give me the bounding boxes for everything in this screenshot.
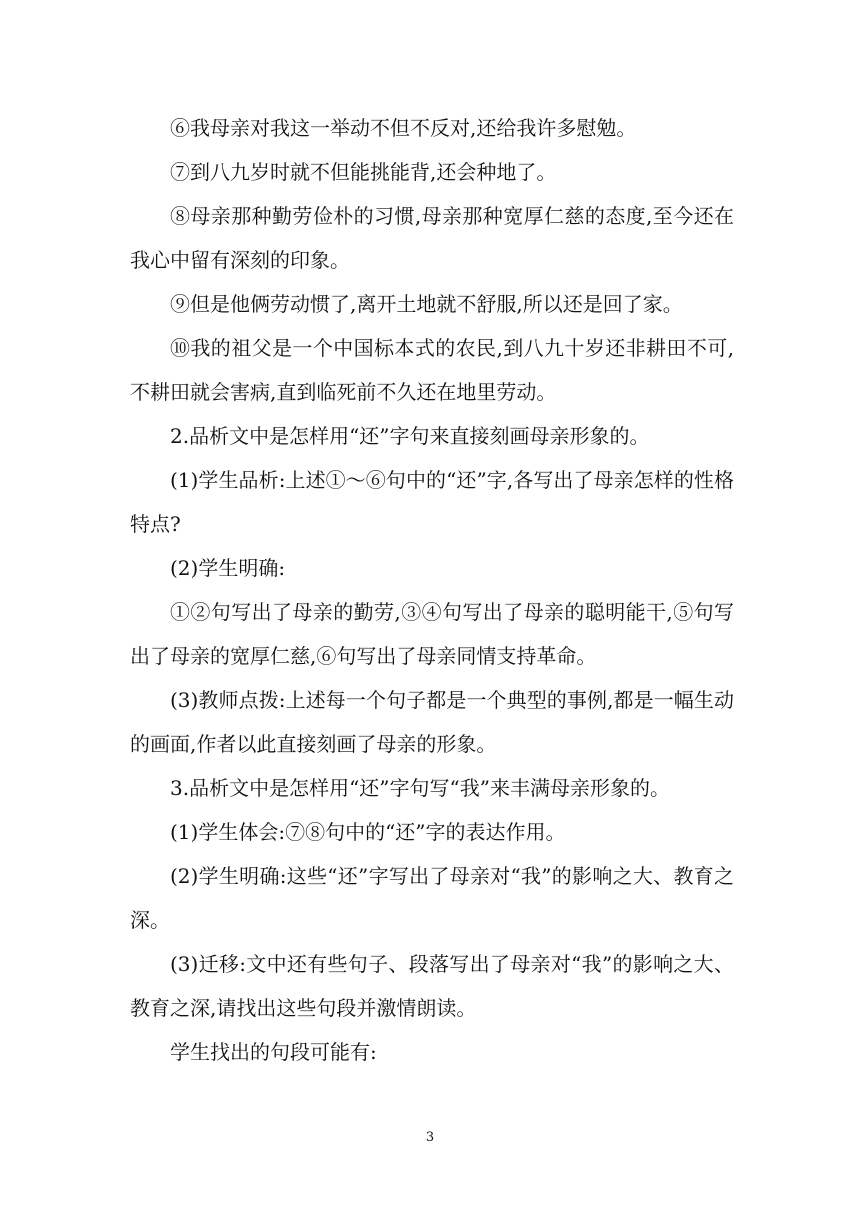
step-3-teacher-guidance: (3)教师点拨:上述每一个句子都是一个典型的事例,都是一幅生动的画面,作者以此直接刻画了母亲的形象。	[130, 688, 734, 756]
student-findings-intro: 学生找出的句段可能有:	[170, 1040, 377, 1064]
step-2-clarify: (2)学生明确:	[170, 556, 286, 580]
paragraph-10: ⑩我的祖父是一个中国标本式的农民,到八九十岁还非耕田不可,不耕田就会害病,直到临死前不久还在地里劳动。	[130, 336, 734, 404]
paragraph-9: ⑨但是他俩劳动惯了,离开土地就不舒服,所以还是回了家。	[170, 292, 683, 316]
paragraph-8: ⑧母亲那种勤劳俭朴的习惯,母亲那种宽厚仁慈的态度,至今还在我心中留有深刻的印象。	[130, 204, 734, 272]
paragraph-7: ⑦到八九岁时就不但能挑能背,还会种地了。	[170, 160, 557, 184]
step-1-experience: (1)学生体会:⑦⑧句中的“还”字的表达作用。	[170, 820, 566, 844]
step-1-analysis: (1)学生品析:上述①～⑥句中的“还”字,各写出了母亲怎样的性格特点?	[130, 468, 734, 536]
step-3-transfer: (3)迁移:文中还有些句子、段落写出了母亲对“我”的影响之大、教育之深,请找出这些句段并激情朗读。	[130, 952, 734, 1020]
step-2-clarify-influence: (2)学生明确:这些“还”字写出了母亲对“我”的影响之大、教育之深。	[130, 864, 734, 932]
page-number: 3	[425, 1130, 435, 1145]
document-body	[130, 106, 734, 1074]
section-heading-2: 2.品析文中是怎样用“还”字句来直接刻画母亲形象的。	[170, 424, 650, 448]
paragraph-6: ⑥我母亲对我这一举动不但不反对,还给我许多慰勉。	[170, 116, 637, 140]
clarify-answer: ①②句写出了母亲的勤劳,③④句写出了母亲的聪明能干,⑤句写出了母亲的宽厚仁慈,⑥句写出了母亲同情支持革命。	[130, 600, 734, 668]
section-heading-3: 3.品析文中是怎样用“还”字句写“我”来丰满母亲形象的。	[170, 776, 670, 800]
